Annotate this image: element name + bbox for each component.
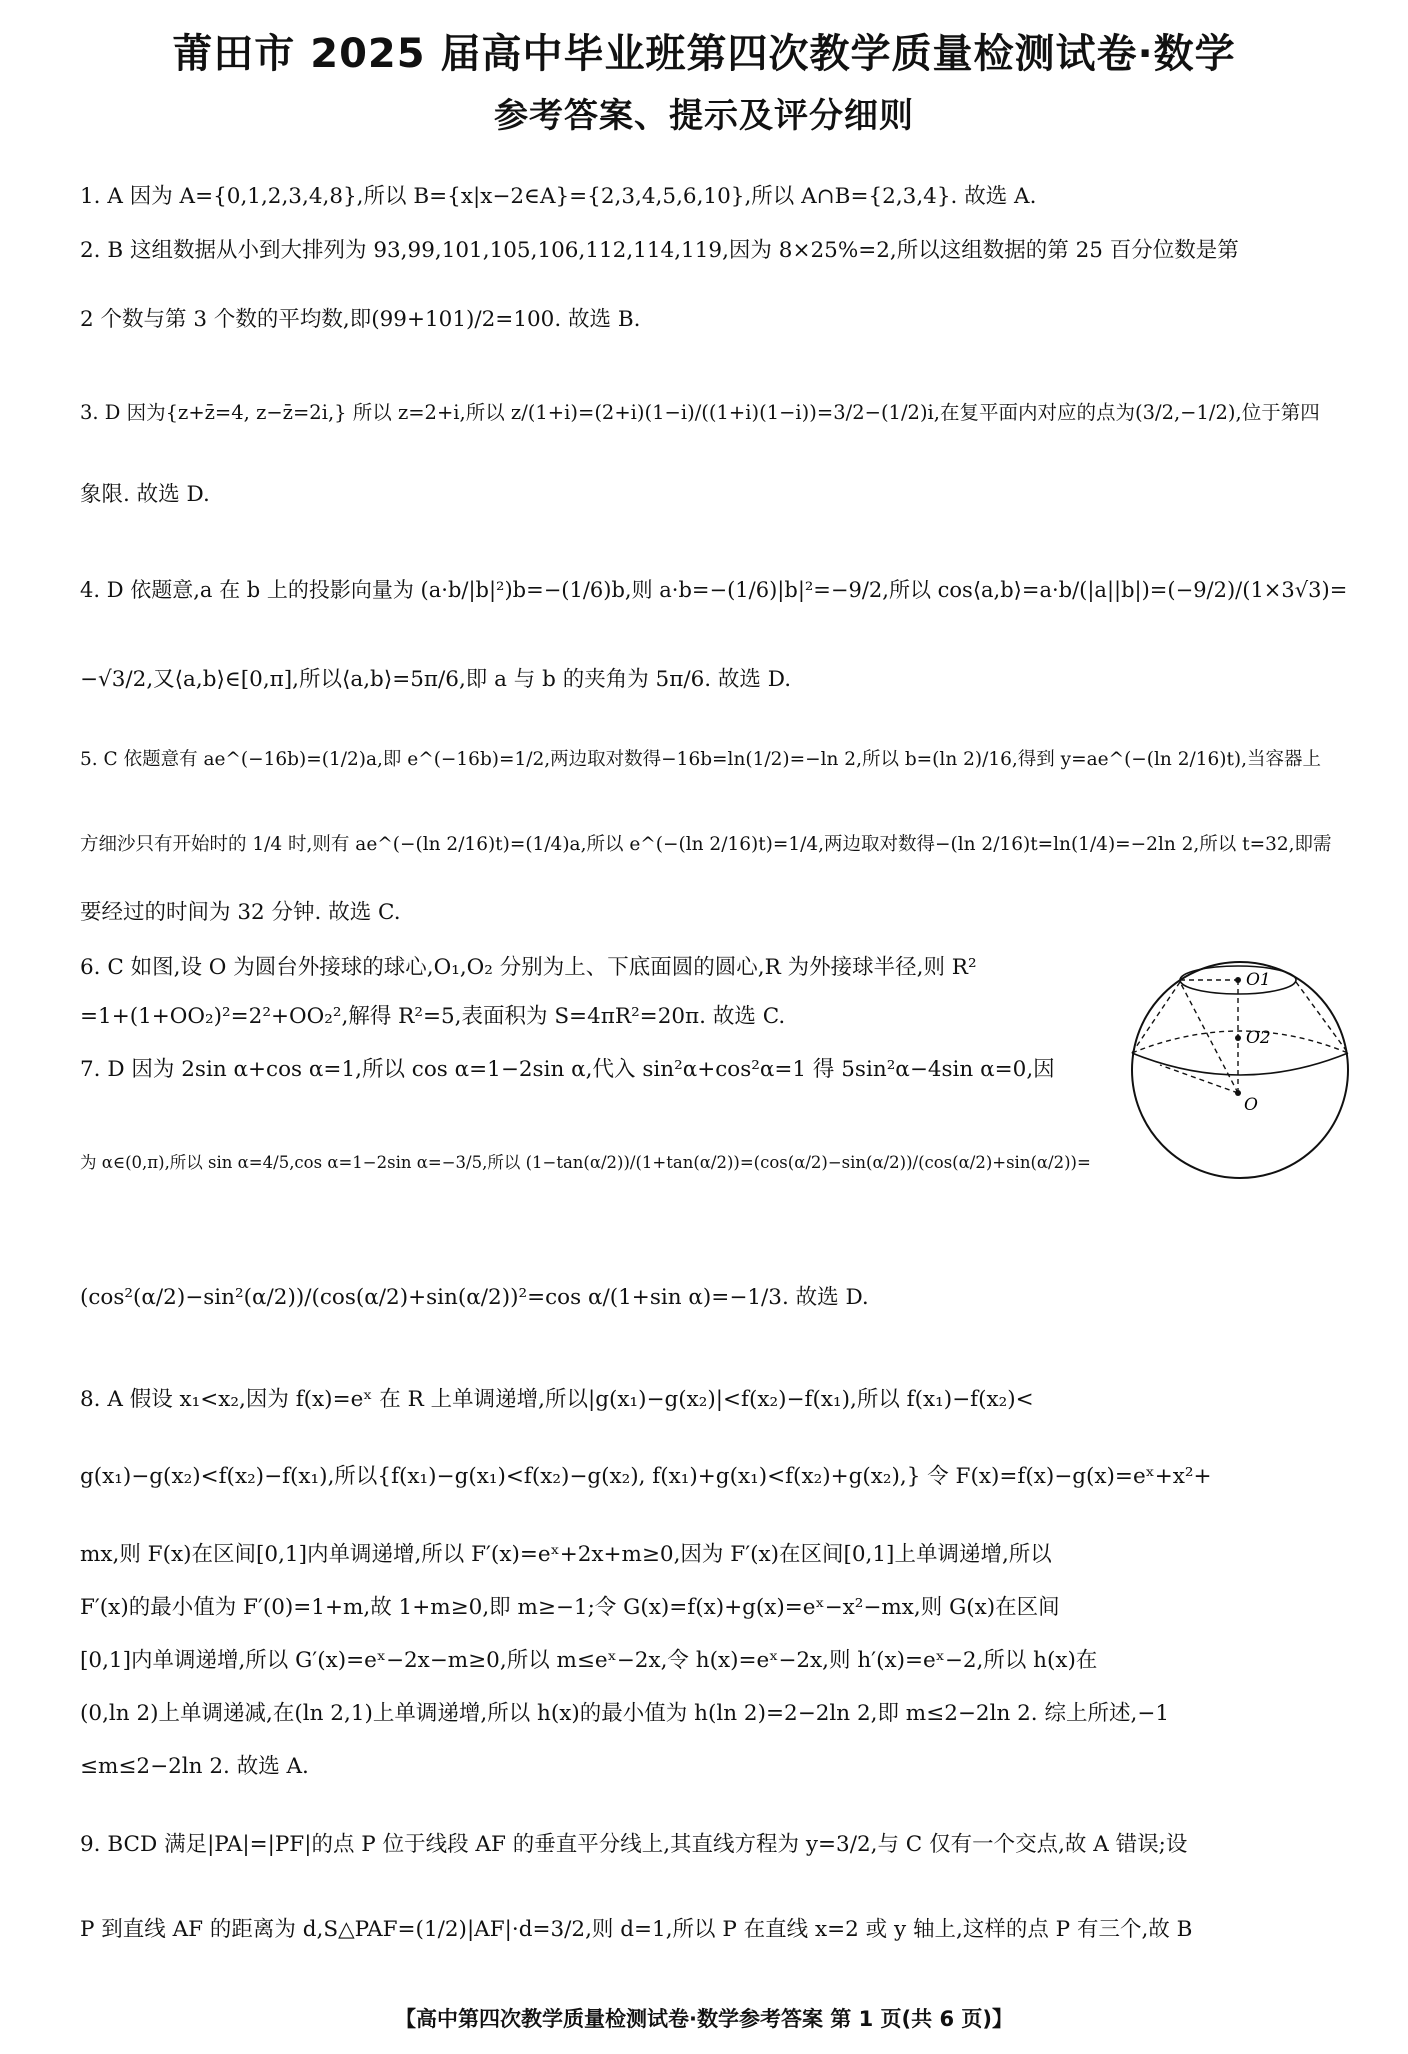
label-o2: O2 <box>1246 1028 1271 1048</box>
answer-line-q8f: (0,ln 2)上单调递减,在(ln 2,1)上单调递增,所以 h(x)的最小值为 h(ln 2)=2−2ln 2,即 m≤2−2ln 2. 综上所述,−1 <box>80 1701 1169 1726</box>
radius-to-top <box>1180 982 1238 1093</box>
answer-line-q8e: [0,1]内单调递增,所以 G′(x)=eˣ−2x−m≥0,所以 m≤eˣ−2x,令 h(x)=eˣ−2x,则 h′(x)=eˣ−2,所以 h(x)在 <box>80 1648 1098 1673</box>
frustum-side-left <box>1132 982 1180 1053</box>
point-o1 <box>1235 977 1241 983</box>
radius-to-bottom <box>1160 1065 1238 1093</box>
answer-line-q3b: 象限. 故选 D. <box>80 482 210 507</box>
frustum-sphere-figure <box>1120 945 1360 1185</box>
answer-line-q6a: 6. C 如图,设 O 为圆台外接球的球心,O₁,O₂ 分别为上、下底面圆的圆心,R 为外接球半径,则 R² <box>80 955 977 980</box>
answer-line-q2b: 2 个数与第 3 个数的平均数,即(99+101)/2=100. 故选 B. <box>80 307 641 332</box>
answer-line-q1: 1. A 因为 A={0,1,2,3,4,8},所以 B={x|x−2∈A}={2,3,4,5,6,10},所以 A∩B={2,3,4}. 故选 A. <box>80 184 1037 209</box>
answer-line-q4b: −√3/2,又⟨a,b⟩∈[0,π],所以⟨a,b⟩=5π/6,即 a 与 b 的夹角为 5π/6. 故选 D. <box>80 667 792 692</box>
answer-line-q3a: 3. D 因为{z+z̄=4, z−z̄=2i,} 所以 z=2+i,所以 z/(1+i)=(2+i)(1−i)/((1+i)(1−i))=3/2−(1/2)i,在复平面内对应的点为(3/2,−1/2),位于第四 <box>80 401 1320 424</box>
answer-line-q9b: P 到直线 AF 的距离为 d,S△PAF=(1/2)|AF|·d=3/2,则 d=1,所以 P 在直线 x=2 或 y 轴上,这样的点 P 有三个,故 B <box>80 1917 1193 1942</box>
answer-line-q2a: 2. B 这组数据从小到大排列为 93,99,101,105,106,112,114,119,因为 8×25%=2,所以这组数据的第 25 百分位数是第 <box>80 238 1239 263</box>
page-footer: 【高中第四次教学质量检测试卷·数学参考答案 第 1 页(共 6 页)】 <box>395 2007 1013 2031</box>
page-subtitle: 参考答案、提示及评分细则 <box>494 96 914 136</box>
answer-line-q4a: 4. D 依题意,a 在 b 上的投影向量为 (a·b/|b|²)b=−(1/6)b,则 a·b=−(1/6)|b|²=−9/2,所以 cos⟨a,b⟩=a·b/(|a||b|)=(−9/2)/(1×3√3)= <box>80 578 1348 602</box>
label-o1: O1 <box>1246 970 1271 990</box>
answer-line-q8d: F′(x)的最小值为 F′(0)=1+m,故 1+m≥0,即 m≥−1;令 G(x)=f(x)+g(x)=eˣ−x²−mx,则 G(x)在区间 <box>80 1595 1060 1620</box>
answer-line-q6b: =1+(1+OO₂)²=2²+OO₂²,解得 R²=5,表面积为 S=4πR²=20π. 故选 C. <box>80 1004 786 1029</box>
bottom-base-front <box>1132 1053 1348 1075</box>
answer-line-q5c: 要经过的时间为 32 分钟. 故选 C. <box>80 900 401 925</box>
frustum-side-right <box>1296 982 1348 1053</box>
answer-line-q5a: 5. C 依题意有 ae^(−16b)=(1/2)a,即 e^(−16b)=1/2,两边取对数得−16b=ln(1/2)=−ln 2,所以 b=(ln 2)/16,得到 y=ae^(−(ln 2/16)t),当容器上 <box>80 749 1322 770</box>
point-o <box>1235 1090 1241 1096</box>
answer-line-q8g: ≤m≤2−2ln 2. 故选 A. <box>80 1754 309 1779</box>
answer-line-q8b: g(x₁)−g(x₂)<f(x₂)−f(x₁),所以{f(x₁)−g(x₁)<f(x₂)−g(x₂), f(x₁)+g(x₁)<f(x₂)+g(x₂),} 令 F(x)=f(x)−g(x)=eˣ+x²+ <box>80 1464 1212 1489</box>
answer-line-q7c: (cos²(α/2)−sin²(α/2))/(cos(α/2)+sin(α/2))²=cos α/(1+sin α)=−1/3. 故选 D. <box>80 1285 869 1310</box>
answer-line-q8c: mx,则 F(x)在区间[0,1]内单调递增,所以 F′(x)=eˣ+2x+m≥0,因为 F′(x)在区间[0,1]上单调递增,所以 <box>80 1542 1052 1567</box>
answer-line-q7b: 为 α∈(0,π),所以 sin α=4/5,cos α=1−2sin α=−3/5,所以 (1−tan(α/2))/(1+tan(α/2))=(cos(α/2)−sin(α/2))/(cos(α/2)+sin(α/2))= <box>80 1153 1091 1172</box>
answer-line-q5b: 方细沙只有开始时的 1/4 时,则有 ae^(−(ln 2/16)t)=(1/4)a,所以 e^(−(ln 2/16)t)=1/4,两边取对数得−(ln 2/16)t=ln(1/4)=−2ln 2,所以 t=32,即需 <box>80 834 1332 855</box>
answer-line-q9a: 9. BCD 满足|PA|=|PF|的点 P 位于线段 AF 的垂直平分线上,其直线方程为 y=3/2,与 C 仅有一个交点,故 A 错误;设 <box>80 1832 1188 1857</box>
point-o2 <box>1235 1035 1241 1041</box>
answer-line-q8a: 8. A 假设 x₁<x₂,因为 f(x)=eˣ 在 R 上单调递增,所以|g(x₁)−g(x₂)|<f(x₂)−f(x₁),所以 f(x₁)−f(x₂)< <box>80 1387 1034 1412</box>
page-title: 莆田市 2025 届高中毕业班第四次教学质量检测试卷·数学 <box>172 31 1236 77</box>
label-o: O <box>1244 1095 1258 1115</box>
bottom-base-back <box>1132 1031 1348 1053</box>
answer-line-q7a: 7. D 因为 2sin α+cos α=1,所以 cos α=1−2sin α,代入 sin²α+cos²α=1 得 5sin²α−4sin α=0,因 <box>80 1057 1055 1082</box>
